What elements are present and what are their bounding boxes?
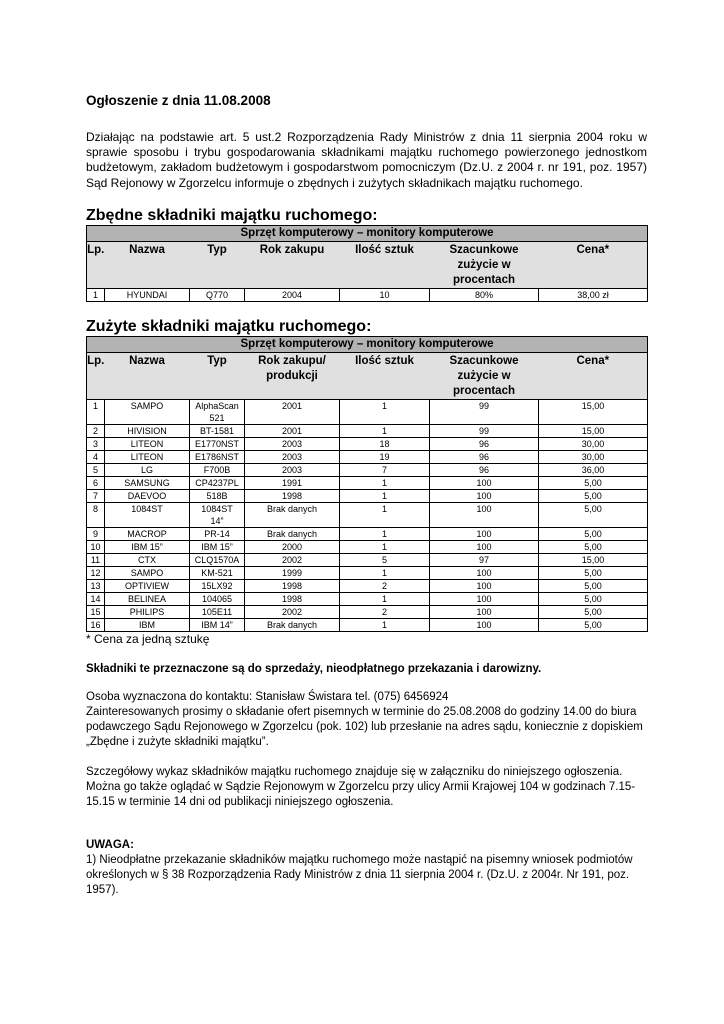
price-footnote: * Cena za jedną sztukę [86, 631, 210, 646]
table-cell: 15LX92 [190, 579, 245, 592]
table-row [87, 288, 648, 301]
table-cell: MACROP [105, 527, 190, 540]
table-cell: 1 [340, 476, 430, 489]
table-cell: 5,00 [539, 618, 648, 631]
worn-assets-table [86, 336, 648, 632]
table-cell: LITEON [105, 437, 190, 450]
column-header: Szacunkowe zużycie w procentach [430, 352, 539, 399]
table-row [87, 618, 648, 631]
table-cell: 518B [190, 489, 245, 502]
table-cell: 1 [340, 502, 430, 527]
table-cell: 96 [430, 463, 539, 476]
table-cell: 15,00 [539, 553, 648, 566]
table-cell: 14 [87, 592, 105, 605]
table-cell: 5,00 [539, 605, 648, 618]
table-cell: 11 [87, 553, 105, 566]
table-cell: IBM [105, 618, 190, 631]
table-cell: 9 [87, 527, 105, 540]
column-header: Lp. [87, 241, 105, 288]
announcement-heading: Ogłoszenie z dnia 11.08.2008 [86, 93, 271, 108]
table-cell: Brak danych [245, 502, 340, 527]
table-cell: DAEVOO [105, 489, 190, 502]
table-row [87, 605, 648, 618]
table-cell: 100 [430, 489, 539, 502]
table-row [87, 489, 648, 502]
table-cell: CP4237PL [190, 476, 245, 489]
table-cell: 2003 [245, 437, 340, 450]
table-row [87, 424, 648, 437]
table-cell: 104065 [190, 592, 245, 605]
table-cell: 15,00 [539, 399, 648, 424]
table-cell: HYUNDAI [105, 288, 190, 301]
column-header: Cena* [539, 241, 648, 288]
table-cell: 2001 [245, 424, 340, 437]
table-cell: 5 [340, 553, 430, 566]
table-cell: SAMSUNG [105, 476, 190, 489]
table-cell: 2002 [245, 605, 340, 618]
table-cell: 99 [430, 424, 539, 437]
table-cell: 10 [340, 288, 430, 301]
table-cell: CLQ1570A [190, 553, 245, 566]
table-cell: 1 [340, 566, 430, 579]
table-cell: F700B [190, 463, 245, 476]
table-cell: 36,00 [539, 463, 648, 476]
table-row [87, 566, 648, 579]
table-cell: IBM 14” [190, 618, 245, 631]
column-header: Lp. [87, 352, 105, 399]
table-cell: 5,00 [539, 502, 648, 527]
table-cell: 8 [87, 502, 105, 527]
table-cell: OPTIVIEW [105, 579, 190, 592]
table-cell: 13 [87, 579, 105, 592]
table-cell: 100 [430, 476, 539, 489]
table-cell: 3 [87, 437, 105, 450]
table-cell: 5,00 [539, 579, 648, 592]
table-cell: 5 [87, 463, 105, 476]
table-cell: LITEON [105, 450, 190, 463]
table-cell: AlphaScan 521 [190, 399, 245, 424]
table-cell: 38,00 zł [539, 288, 648, 301]
table-cell: PR-14 [190, 527, 245, 540]
table-cell: 2003 [245, 450, 340, 463]
table-row [87, 592, 648, 605]
table-cell: 1 [340, 489, 430, 502]
table-cell: 10 [87, 540, 105, 553]
table-cell: 97 [430, 553, 539, 566]
table-row [87, 476, 648, 489]
table-cell: Brak danych [245, 618, 340, 631]
table-cell: 19 [340, 450, 430, 463]
table-cell: 2004 [245, 288, 340, 301]
table-row [87, 579, 648, 592]
table-cell: 5,00 [539, 527, 648, 540]
table-cell: 30,00 [539, 450, 648, 463]
table-row [87, 540, 648, 553]
table-cell: 1998 [245, 579, 340, 592]
table-cell: 80% [430, 288, 539, 301]
table-cell: 100 [430, 566, 539, 579]
table-cell: 1 [87, 288, 105, 301]
table-cell: 100 [430, 502, 539, 527]
table-cell: 5,00 [539, 566, 648, 579]
table-cell: 12 [87, 566, 105, 579]
table-cell: Q770 [190, 288, 245, 301]
table-cell: 1 [340, 527, 430, 540]
table-cell: 100 [430, 540, 539, 553]
column-header: Nazwa [105, 241, 190, 288]
table-cell: 100 [430, 618, 539, 631]
contact-line: Osoba wyznaczona do kontaktu: Stanisław Świstara tel. (075) 6456924 [86, 690, 449, 703]
table-cell: 5,00 [539, 540, 648, 553]
table-cell: 105E11 [190, 605, 245, 618]
table-cell: 1998 [245, 592, 340, 605]
table-cell: 2 [87, 424, 105, 437]
table-cell: 2002 [245, 553, 340, 566]
details-paragraph: Szczegółowy wykaz składników majątku ruchomego znajduje się w załączniku do niniejszego ogłoszenia. Można go także oglądać w Sądzie Rejonowym w Zgorzelcu przy ulicy Armii Krajowej 104 w godzinach 7.15-15.15 w terminie 14 dni od publikacji niniejszego ogłoszenia. [86, 765, 636, 808]
table-row [87, 399, 648, 424]
table-cell: 7 [340, 463, 430, 476]
column-header: Ilość sztuk [340, 241, 430, 288]
column-header: Typ [190, 241, 245, 288]
table-cell: 100 [430, 605, 539, 618]
column-header: Ilość sztuk [340, 352, 430, 399]
column-header: Nazwa [105, 352, 190, 399]
table-row [87, 450, 648, 463]
table-cell: LG [105, 463, 190, 476]
table-cell: Brak danych [245, 527, 340, 540]
intro-paragraph: Działając na podstawie art. 5 ust.2 Rozporządzenia Rady Ministrów z dnia 11 sierpnia 2004 roku w sprawie sposobu i trybu gospodarowania składnikami majątku ruchomego powierzonego jednostkom budżetowym, zakładom budżetowym i gospodarstwom pomocniczym (Dz.U. z 2004 r. nr 191, poz. 1957) Sąd Rejonowy w Zgorzelcu informuje o zbędnych i zużytych składnikach majątku ruchomego. [86, 130, 647, 190]
table-cell: 5,00 [539, 489, 648, 502]
table-cell: IBM 15” [105, 540, 190, 553]
column-header-row [87, 241, 648, 288]
section-title-worn: Zużyte składniki majątku ruchomego: [86, 317, 372, 335]
surplus-assets-table [86, 225, 648, 302]
warning-title: UWAGA: [86, 838, 134, 851]
table-cell: 1 [87, 399, 105, 424]
category-header: Sprzęt komputerowy – monitory komputerowe [87, 336, 648, 352]
table-cell: 1 [340, 592, 430, 605]
column-header: Szacunkowe zużycie w procentach [430, 241, 539, 288]
table-cell: 18 [340, 437, 430, 450]
table-row [87, 437, 648, 450]
column-header: Rok zakupu/ produkcji [245, 352, 340, 399]
table-row [87, 553, 648, 566]
column-header: Typ [190, 352, 245, 399]
table-cell: 30,00 [539, 437, 648, 450]
column-header-row [87, 352, 648, 399]
table-cell: SAMPO [105, 566, 190, 579]
table-cell: 1084ST [105, 502, 190, 527]
warning-text: 1) Nieodpłatne przekazanie składników majątku ruchomego może nastąpić na pisemny wniosek podmiotów określonych w § 38 Rozporządzenia Rady Ministrów z dnia 11 sierpnia 2004 r. (Dz.U. z 2004r. Nr 191, poz. 1957). [86, 853, 633, 896]
table-cell: 1991 [245, 476, 340, 489]
section-title-surplus: Zbędne składniki majątku ruchomego: [86, 206, 378, 224]
table-cell: 6 [87, 476, 105, 489]
table-cell: 16 [87, 618, 105, 631]
table-cell: 96 [430, 437, 539, 450]
table-cell: BELINEA [105, 592, 190, 605]
category-header: Sprzęt komputerowy – monitory komputerowe [87, 225, 648, 241]
table-cell: 1084ST 14” [190, 502, 245, 527]
table-cell: 100 [430, 527, 539, 540]
table-cell: 15,00 [539, 424, 648, 437]
table-cell: PHILIPS [105, 605, 190, 618]
table-cell: 2000 [245, 540, 340, 553]
table-cell: 1998 [245, 489, 340, 502]
table-cell: BT-1581 [190, 424, 245, 437]
table-cell: 100 [430, 579, 539, 592]
table-cell: E1770NST [190, 437, 245, 450]
column-header: Rok zakupu [245, 241, 340, 288]
table-cell: 15 [87, 605, 105, 618]
purpose-statement: Składniki te przeznaczone są do sprzedaży, nieodpłatnego przekazania i darowizny. [86, 662, 542, 675]
table-cell: 1 [340, 424, 430, 437]
table-cell: 1999 [245, 566, 340, 579]
column-header: Cena* [539, 352, 648, 399]
table-cell: 1 [340, 399, 430, 424]
table-cell: HIVISION [105, 424, 190, 437]
table-cell: 7 [87, 489, 105, 502]
table-cell: 99 [430, 399, 539, 424]
table-cell: IBM 15” [190, 540, 245, 553]
table-cell: 2 [340, 579, 430, 592]
table-cell: 96 [430, 450, 539, 463]
table-cell: 4 [87, 450, 105, 463]
table-cell: CTX [105, 553, 190, 566]
table-row [87, 463, 648, 476]
table-cell: 5,00 [539, 592, 648, 605]
table-row [87, 527, 648, 540]
offers-paragraph: Zainteresowanych prosimy o składanie ofert pisemnych w terminie do 25.08.2008 do godziny 14.00 do biura podawczego Sądu Rejonowego w Zgorzelcu (pok. 102) lub przesłanie na adres sądu, koniecznie z dopiskiem „Zbędne i zużyte składniki majątku”. [86, 705, 643, 748]
table-cell: 2 [340, 605, 430, 618]
table-cell: 2003 [245, 463, 340, 476]
table-cell: 100 [430, 592, 539, 605]
table-cell: 1 [340, 618, 430, 631]
table-cell: KM-521 [190, 566, 245, 579]
table-cell: 2001 [245, 399, 340, 424]
table-cell: 1 [340, 540, 430, 553]
table-cell: E1786NST [190, 450, 245, 463]
table-cell: SAMPO [105, 399, 190, 424]
table-row [87, 502, 648, 527]
document-page [86, 92, 647, 898]
table-cell: 5,00 [539, 476, 648, 489]
